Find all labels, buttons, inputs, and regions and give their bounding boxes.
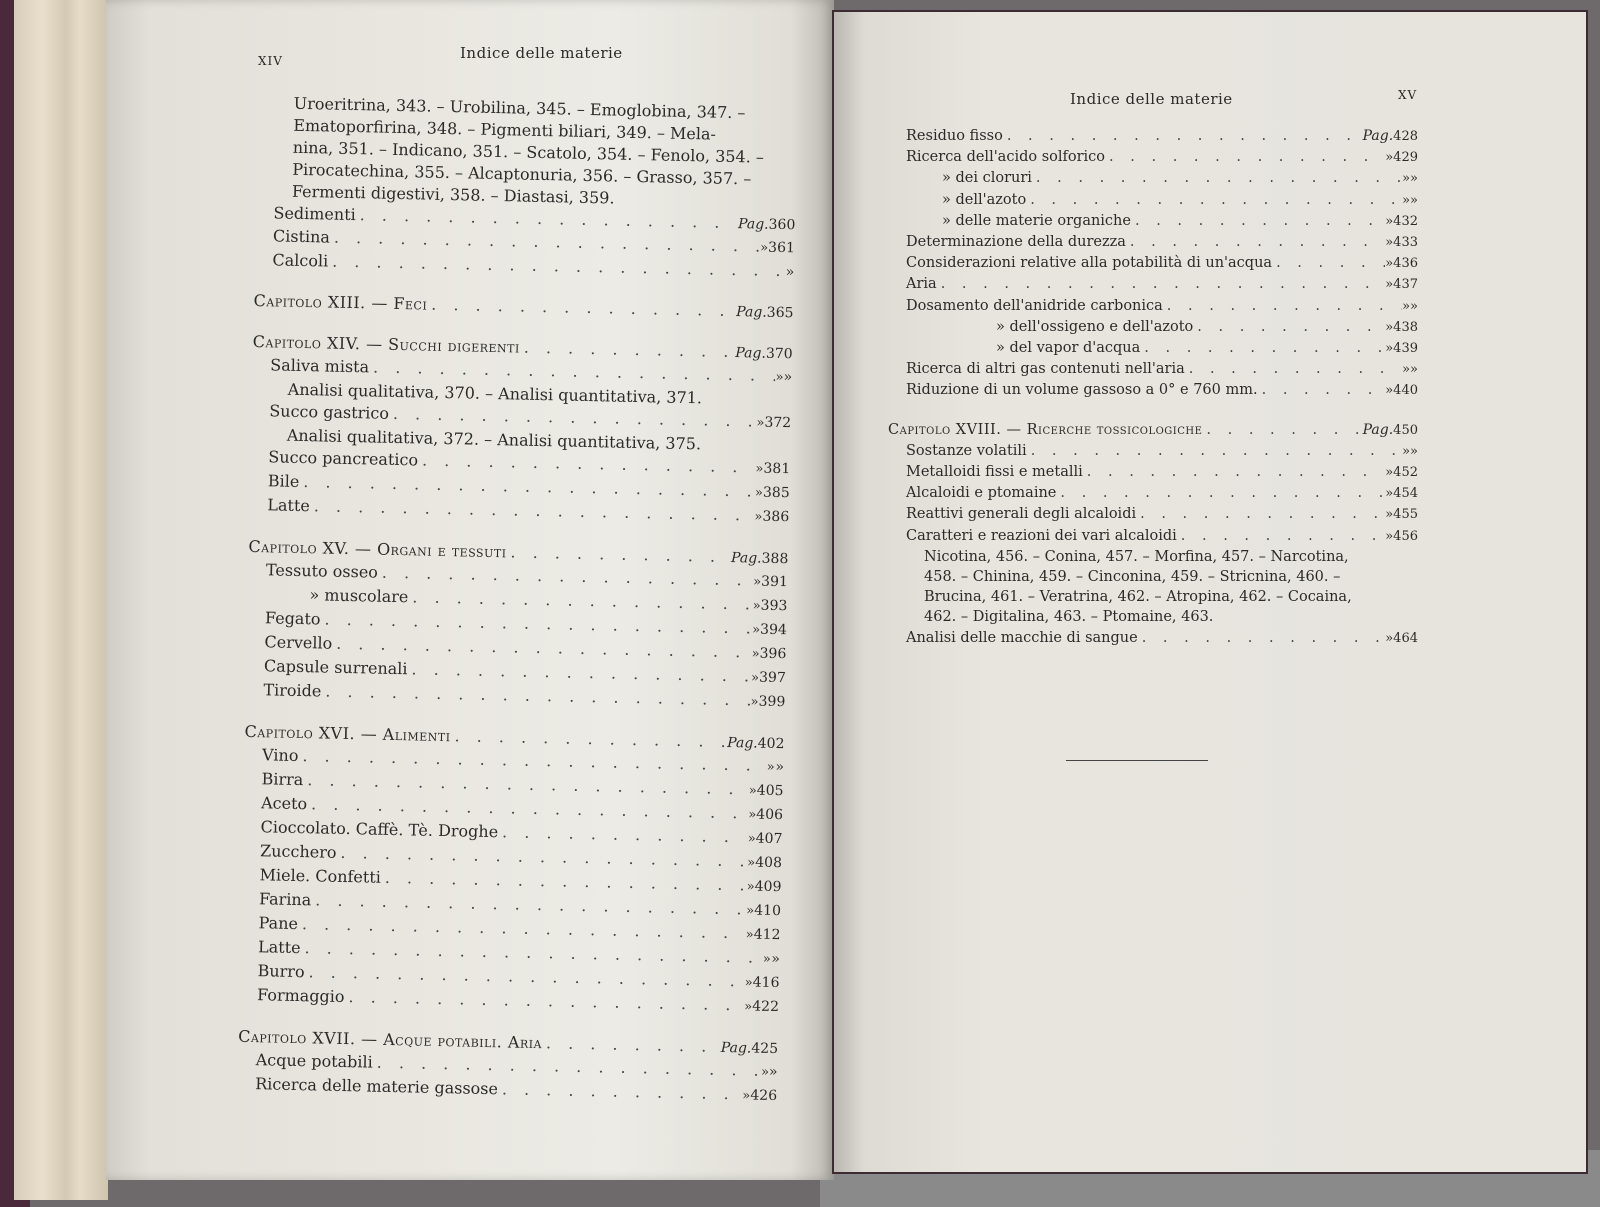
toc-entry: Latte . . . » » [240, 936, 780, 971]
end-rule [1066, 760, 1208, 761]
toc-entry: Pane . . . » 412 [240, 912, 780, 947]
toc-entry: Residuo fisso . . . Pag. 428 [906, 126, 1418, 147]
toc-entry: Formaggio . . . » 422 [239, 984, 779, 1019]
toc-entry: Farina . . . » 410 [241, 888, 781, 923]
toc-entry: Miele. Confetti . . . » 409 [241, 864, 781, 899]
toc-detail: Analisi qualitativa, 372. – Analisi quantitativa, 375. [286, 425, 702, 454]
toc-entry: Tiroide . . . » 399 [245, 679, 785, 714]
chapter-heading: Capitolo XVIII. — Ricerche tossicologiche . . . Pag. 450 [888, 420, 1418, 441]
continuation-line: nina, 351. – Indicano, 351. – Scatolo, 354. – Fenolo, 354. – [292, 137, 765, 167]
toc-entry: Zucchero . . . » 408 [242, 840, 782, 875]
toc-entry: Sostanze volatili . . . » » [906, 441, 1418, 462]
left-running-title: Indice delle materie [460, 44, 623, 62]
toc-entry: Fegato . . . » 394 [247, 607, 787, 642]
toc-entry: » dell'ossigeno e dell'azoto . . . » 438 [906, 317, 1418, 338]
continuation-line: Pirocatechina, 355. – Alcaptonuria, 356. – Grasso, 357. – [292, 159, 752, 189]
toc-entry: Cervello . . . » 396 [246, 631, 786, 666]
toc-entry: Succo pancreatico . . . » 381 [250, 446, 790, 481]
toc-entry: Aria . . . » 437 [906, 274, 1418, 295]
toc-entry: Acque potabili . . . » » [237, 1049, 777, 1084]
toc-entry: Cioccolato. Caffè. Tè. Droghe . . . » 407 [242, 816, 782, 851]
toc-entry: Saliva mista . . . » » [252, 354, 792, 389]
toc-entry: Vino . . . » » [244, 744, 784, 779]
continuation-line: Ematoporfirina, 348. – Pigmenti biliari, 349. – Mela- [293, 115, 717, 144]
toc-entry: Sedimenti . . . Pag. 360 [255, 202, 795, 236]
toc-entry: Considerazioni relative alla potabilità di un'acqua . . . » 436 [906, 253, 1418, 274]
toc-entry: Reattivi generali degli alcaloidi . . . » 455 [906, 504, 1418, 525]
toc-entry: Calcoli . . . » [254, 249, 794, 283]
chapter-heading: Capitolo XIV. — Succhi digerenti . . . Pag. 370 [253, 331, 793, 365]
chapter-heading: Capitolo XV. — Organi e tessuti . . . Pag. 388 [248, 536, 788, 570]
toc-entry: Tessuto osseo . . . » 391 [248, 559, 788, 594]
toc-entry: Ricerca di altri gas contenuti nell'aria . . . » » [906, 359, 1418, 380]
toc-entry: » delle materie organiche . . . » 432 [906, 211, 1418, 232]
toc-entry: Bile . . . » 385 [250, 470, 790, 505]
toc-entry: Aceto . . . » 406 [243, 792, 783, 827]
continuation-line: Uroeritrina, 343. – Urobilina, 345. – Emoglobina, 347. – [293, 93, 746, 123]
toc-entry: Cistina . . . » 361 [255, 225, 795, 260]
toc-entry: Alcaloidi e ptomaine . . . » 454 [906, 483, 1418, 504]
toc-entry: Metalloidi fissi e metalli . . . » 452 [906, 462, 1418, 483]
toc-entry: Caratteri e reazioni dei vari alcaloidi . . . » 456 [906, 526, 1418, 547]
page-stack-edge [14, 0, 108, 1200]
toc-entry: Burro . . . » 416 [239, 960, 779, 995]
toc-detail: Nicotina, 456. – Conina, 457. – Morfina, 457. – Narcotina, [924, 548, 1349, 565]
toc-entry: Succo gastrico . . . » 372 [251, 400, 791, 435]
toc-entry: Capsule surrenali . . . » 397 [246, 655, 786, 690]
right-toc [888, 126, 1418, 649]
toc-entry: Ricerca delle materie gassose . . . » 426 [237, 1073, 777, 1108]
left-toc [237, 92, 798, 1108]
toc-entry: Determinazione della durezza . . . » 433 [906, 232, 1418, 253]
toc-detail: 458. – Chinina, 459. – Cinconina, 459. – Stricnina, 460. – [924, 569, 1341, 586]
toc-detail: 462. – Digitalina, 463. – Ptomaine, 463. [924, 609, 1214, 626]
toc-entry: » dei cloruri . . . » » [906, 168, 1418, 189]
toc-entry: » muscolare . . . » 393 [247, 583, 787, 618]
right-running-title: Indice delle materie [1070, 90, 1233, 108]
toc-entry: Analisi delle macchie di sangue . . . » 464 [906, 628, 1418, 649]
toc-entry: Dosamento dell'anidride carbonica . . . » » [906, 296, 1418, 317]
chapter-heading: Capitolo XVII. — Acque potabili. Aria . . . Pag. 425 [238, 1026, 778, 1060]
toc-detail: Analisi qualitativa, 370. – Analisi quantitativa, 371. [287, 379, 703, 408]
toc-detail: Brucina, 461. – Veratrina, 462. – Atropina, 462. – Cocaina, [924, 589, 1352, 606]
toc-entry: » del vapor d'acqua . . . » 439 [906, 338, 1418, 359]
toc-entry: » dell'azoto . . . » » [906, 190, 1418, 211]
left-folio: XIV [258, 54, 283, 68]
toc-entry: Birra . . . » 405 [243, 768, 783, 803]
chapter-heading: Capitolo XIII. — Feci . . . Pag. 365 [253, 290, 793, 324]
continuation-line: Fermenti digestivi, 358. – Diastasi, 359. [291, 181, 615, 208]
chapter-heading: Capitolo XVI. — Alimenti . . . Pag. 402 [244, 721, 784, 755]
right-folio: XV [1398, 88, 1418, 102]
toc-entry: Ricerca dell'acido solforico . . . » 429 [906, 147, 1418, 168]
toc-entry: Latte . . . » 386 [249, 494, 789, 529]
toc-entry: Riduzione di un volume gassoso a 0° e 760 mm. . . . » 440 [906, 380, 1418, 401]
